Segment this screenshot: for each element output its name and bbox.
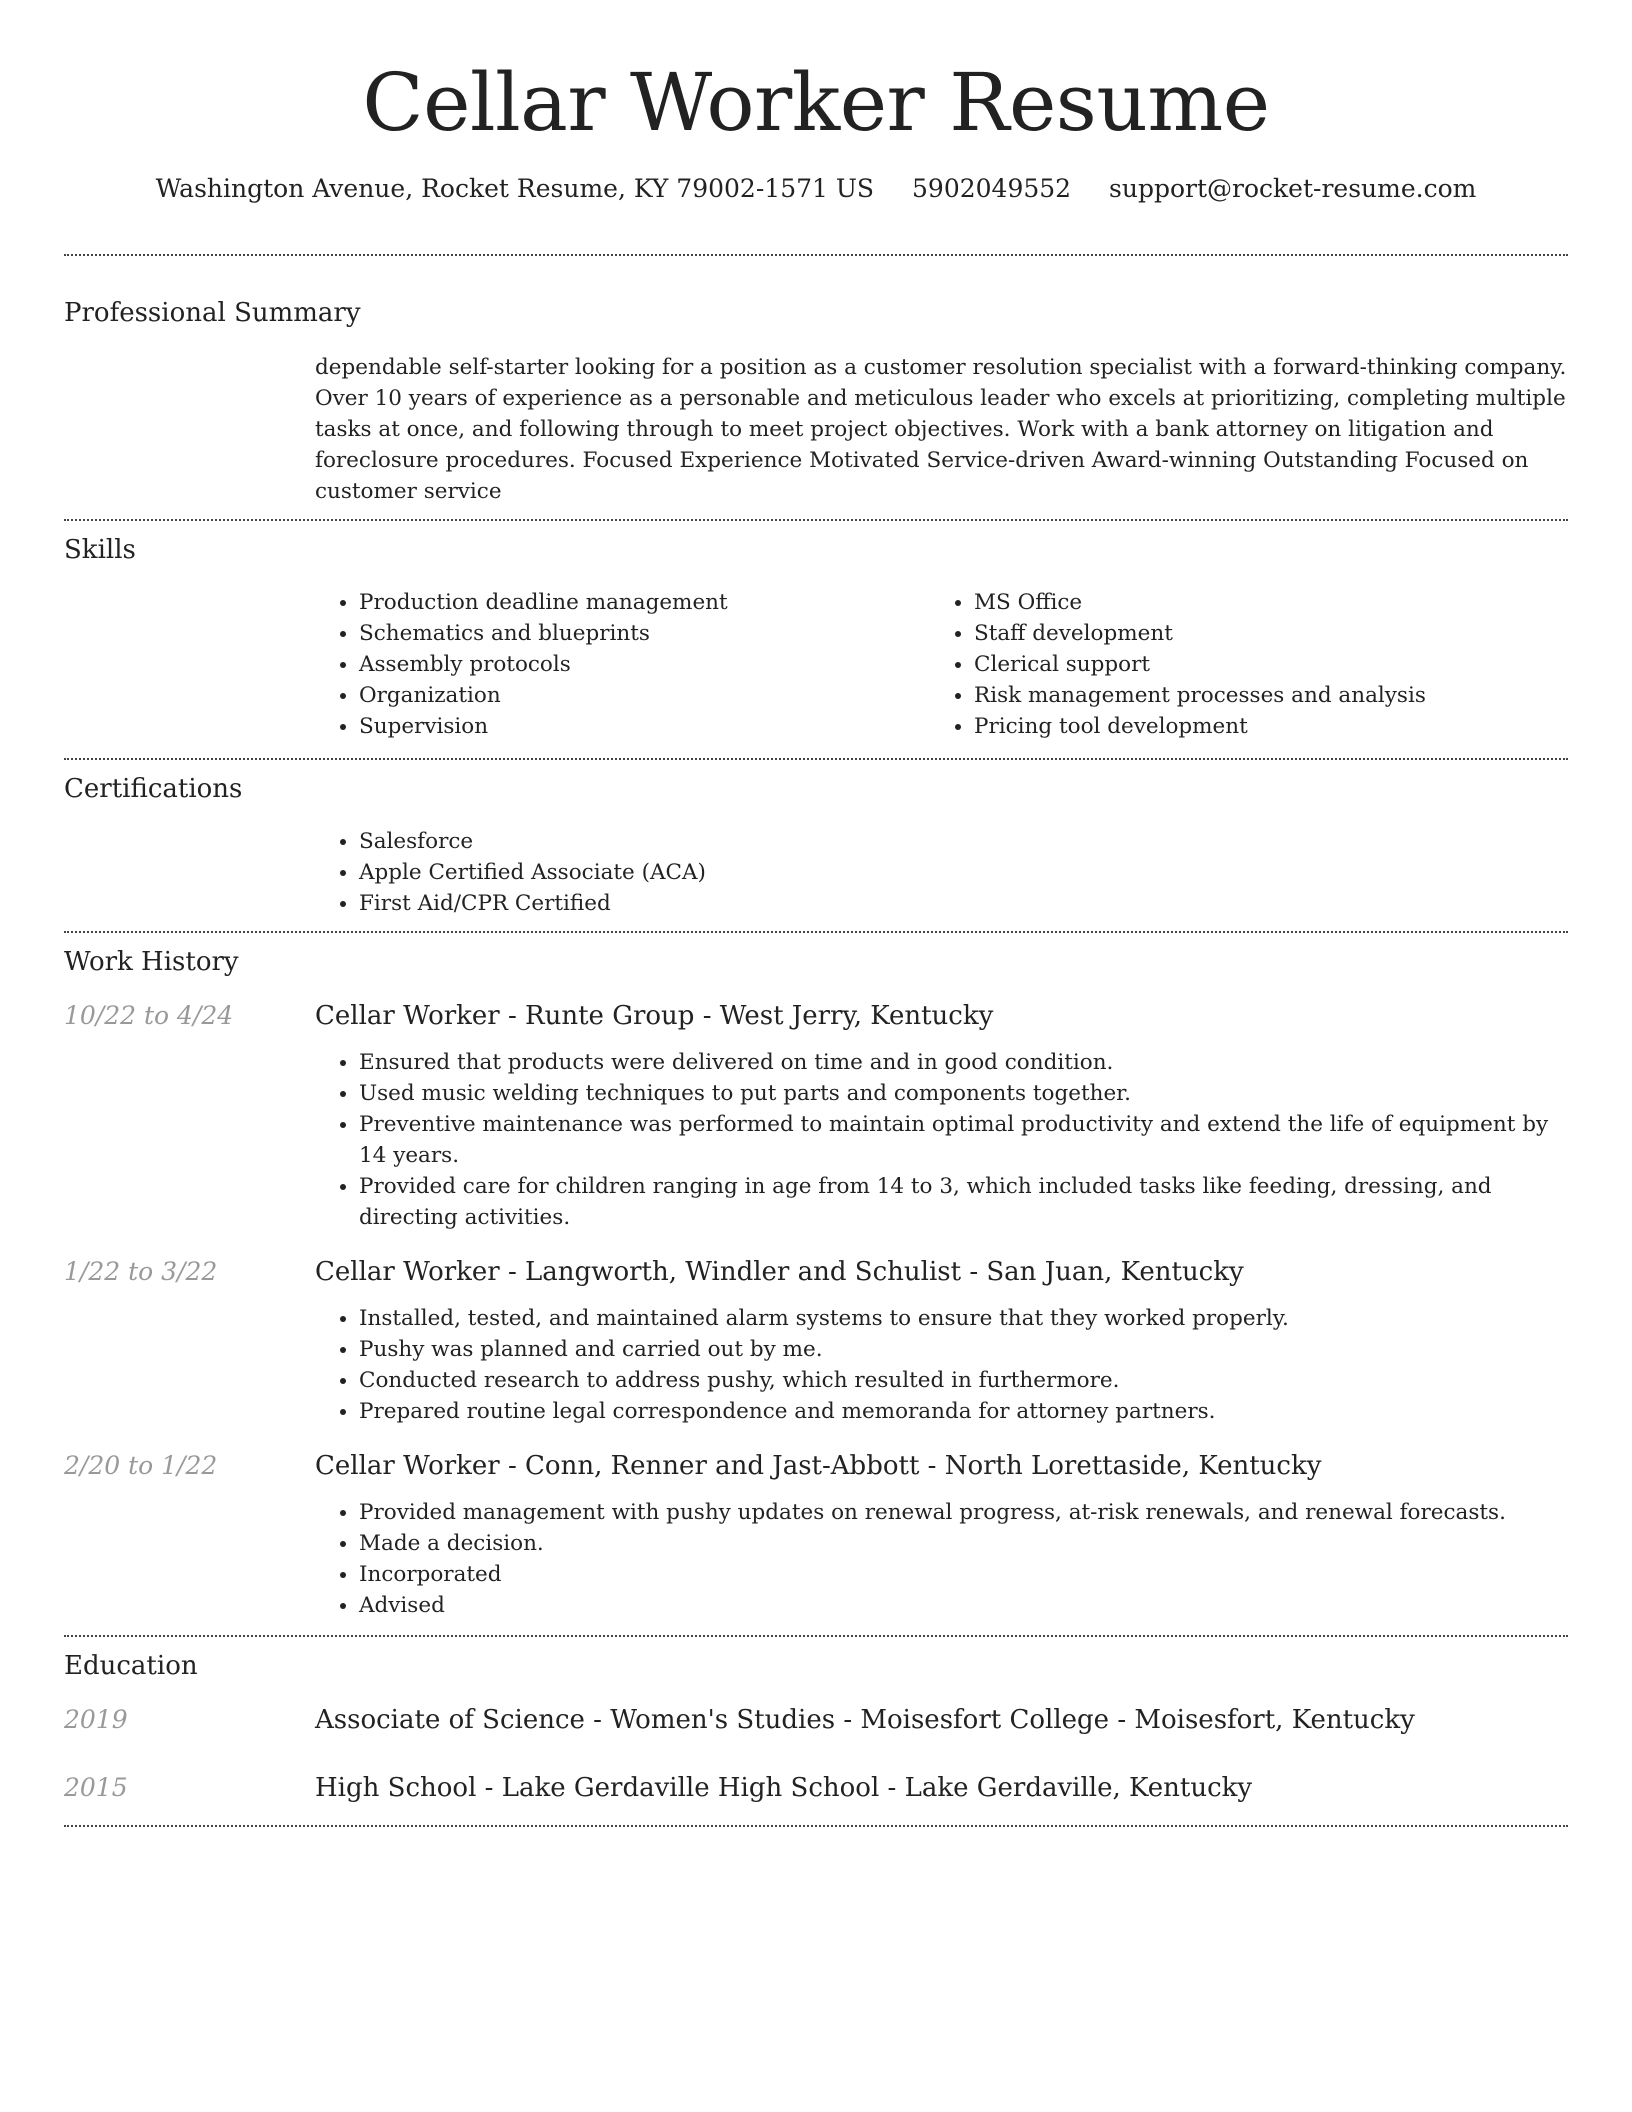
job-bullet: • Made a decision. xyxy=(359,1528,1506,1559)
contact-email: support@rocket-resume.com xyxy=(1109,174,1477,203)
work-history-heading: Work History xyxy=(64,947,239,977)
education-year: 2019 xyxy=(64,1705,128,1734)
skill-item: • Production deadline management xyxy=(359,587,930,618)
job-bullet: • Conducted research to address pushy, which resulted in furthermore. xyxy=(359,1365,1289,1396)
job-dates: 2/20 to 1/22 xyxy=(64,1451,218,1480)
job-bullet: • Provided management with pushy updates on renewal progress, at-risk renewals, and renewal forecasts. xyxy=(359,1497,1506,1528)
skill-item: • Supervision xyxy=(359,711,930,742)
skill-item: • Schematics and blueprints xyxy=(359,618,930,649)
job-bullet: • Installed, tested, and maintained alarm systems to ensure that they worked properly. xyxy=(359,1303,1289,1334)
skills-list xyxy=(315,587,1568,742)
certifications-list xyxy=(315,826,1568,919)
job-bullet: • Pushy was planned and carried out by me. xyxy=(359,1334,1289,1365)
job-details xyxy=(315,1449,1506,1621)
education-entry xyxy=(64,1703,1568,1737)
section-divider xyxy=(64,1825,1568,1827)
job-title: Cellar Worker - Langworth, Windler and Schulist - San Juan, Kentucky xyxy=(315,1257,1244,1287)
job-bullet: • Provided care for children ranging in age from 14 to 3, which included tasks like feeding, dressing, and directing activities. xyxy=(359,1171,1568,1233)
section-divider xyxy=(64,254,1568,256)
contact-address: Washington Avenue, Rocket Resume, KY 79002-1571 US xyxy=(155,174,875,203)
education-entry xyxy=(64,1771,1568,1805)
education-year: 2015 xyxy=(64,1773,128,1802)
job-bullet: • Ensured that products were delivered on time and in good condition. xyxy=(359,1047,1568,1078)
skill-item: • MS Office xyxy=(974,587,1545,618)
job-bullet: • Incorporated xyxy=(359,1559,1506,1590)
job-bullet: • Used music welding techniques to put parts and components together. xyxy=(359,1078,1568,1109)
skill-item: • Organization xyxy=(359,680,930,711)
job-entry xyxy=(64,1449,1568,1621)
job-bullet: • Preventive maintenance was performed to maintain optimal productivity and extend the life of equipment by 14 years. xyxy=(359,1109,1568,1171)
section-divider xyxy=(64,931,1568,933)
skill-item: • Pricing tool development xyxy=(974,711,1545,742)
certification-item: • Apple Certified Associate (ACA) xyxy=(359,857,1568,888)
job-bullet: • Prepared routine legal correspondence and memoranda for attorney partners. xyxy=(359,1396,1289,1427)
skill-item: • Clerical support xyxy=(974,649,1545,680)
resume-page xyxy=(64,0,1568,1827)
job-entry xyxy=(64,1255,1568,1427)
education-details: High School - Lake Gerdaville High School - Lake Gerdaville, Kentucky xyxy=(315,1773,1253,1803)
job-entry xyxy=(64,999,1568,1233)
skill-item: • Assembly protocols xyxy=(359,649,930,680)
skills-heading: Skills xyxy=(64,535,136,565)
skills-column-left xyxy=(315,587,930,742)
skills-column-right xyxy=(930,587,1545,742)
summary-heading: Professional Summary xyxy=(64,298,361,328)
certifications-heading: Certifications xyxy=(64,774,243,804)
education-details: Associate of Science - Women's Studies - Moisesfort College - Moisesfort, Kentucky xyxy=(315,1705,1415,1735)
job-details xyxy=(315,999,1568,1233)
job-details xyxy=(315,1255,1289,1427)
contact-phone: 5902049552 xyxy=(912,174,1072,203)
education-heading: Education xyxy=(64,1651,198,1681)
job-dates: 10/22 to 4/24 xyxy=(64,1001,234,1030)
section-divider xyxy=(64,519,1568,521)
summary-text: dependable self-starter looking for a position as a customer resolution specialist with a forward-thinking company. Over 10 years of experience as a personable and meticulous leader who excels at prioritizing, completing multiple tasks at once, and following through to meet project objectives. Work with a bank attorney on litigation and foreclosure procedures. Focused Experience Motivated Service-driven Award-winning Outstanding Focused on customer service xyxy=(315,355,1567,504)
skill-item: • Staff development xyxy=(974,618,1545,649)
job-dates: 1/22 to 3/22 xyxy=(64,1257,218,1286)
job-title: Cellar Worker - Runte Group - West Jerry, Kentucky xyxy=(315,1001,994,1031)
certification-item: • Salesforce xyxy=(359,826,1568,857)
job-bullet: • Advised xyxy=(359,1590,1506,1621)
section-divider xyxy=(64,1635,1568,1637)
job-title: Cellar Worker - Conn, Renner and Jast-Abbott - North Lorettaside, Kentucky xyxy=(315,1451,1322,1481)
contact-line xyxy=(64,172,1568,206)
section-divider xyxy=(64,758,1568,760)
skill-item: • Risk management processes and analysis xyxy=(974,680,1545,711)
certification-item: • First Aid/CPR Certified xyxy=(359,888,1568,919)
page-title: Cellar Worker Resume xyxy=(362,56,1270,149)
